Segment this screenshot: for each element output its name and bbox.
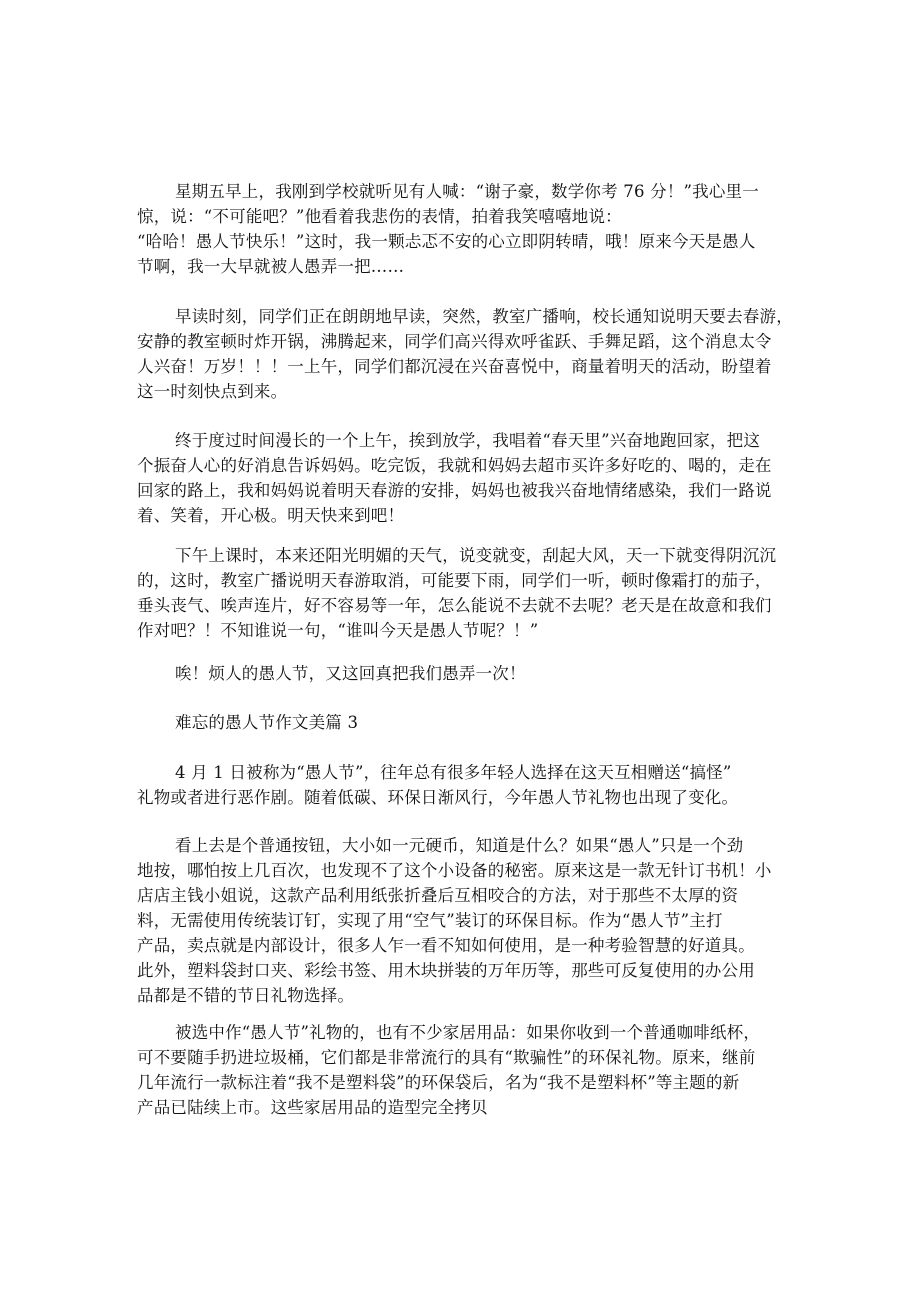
text-line: 4 月 1 日被称为“愚人节”，往年总有很多年轻人选择在这天互相赠送“搞怪” [175,763,732,782]
paragraph-4 [137,543,787,643]
text-line: 早读时刻，同学们正在朗朗地早读，突然，教室广播响，校长通知说明天要去春游， [175,307,793,326]
text-line: 被选中作“愚人节”礼物的，也有不少家居用品：如果你收到一个普通咖啡纸杯， [175,1023,761,1042]
paragraph-2 [137,304,793,404]
text-line: 此外，塑料袋封口夹、彩绘书签、用木块拼装的万年历等，那些可反复使用的办公用 [137,961,755,980]
text-line: 店店主钱小姐说，这款产品利用纸张折叠后互相咬合的方法，对于那些不太厚的资 [137,886,739,905]
paragraph-6 [137,760,787,810]
text-line: 终于度过时间漫长的一个上午，挨到放学，我唱着“春天里”兴奋地跑回家，把这 [175,431,761,450]
text-line: 可不要随手扔进垃圾桶，它们都是非常流行的具有“欺骗性”的环保礼物。原来，继前 [137,1048,756,1067]
text-line: 产品，卖点就是内部设计，很多人乍一看不知如何使用，是一种考验智慧的好道具。 [137,936,755,955]
text-line: 唉！烦人的愚人节，又这回真把我们愚弄一次！ [175,664,526,683]
text-line: 产品已陆续上市。这些家居用品的造型完全拷贝 [137,1098,488,1117]
text-line: 下午上课时，本来还阳光明媚的天气，说变就变，刮起大风，天一下就变得阴沉沉 [175,546,777,565]
text-line: 人兴奋！万岁！！！一上午，同学们都沉浸在兴奋喜悦中，商量着明天的活动，盼望着 [137,357,772,376]
paragraph-3 [137,428,787,528]
paragraph-8 [137,1020,787,1120]
heading-line: 难忘的愚人节作文美篇 3 [175,713,359,732]
text-line: 节啊，我一大早就被人愚弄一把…… [137,257,405,276]
text-line: 这一时刻快点到来。 [137,382,288,401]
text-line: 品都是不错的节日礼物选择。 [137,986,355,1005]
text-line: 回家的路上，我和妈妈说着明天春游的安排，妈妈也被我兴奋地情绪感染，我们一路说 [137,481,772,500]
text-line: 的，这时，教室广播说明天春游取消，可能要下雨，同学们一听，顿时像霜打的茄子， [137,571,772,590]
text-line: “哈哈！愚人节快乐！”这时，我一颗忐忑不安的心立即阴转晴，哦！原来今天是愚人 [137,232,756,251]
text-line: 地按，哪怕按上几百次，也发现不了这个小设备的秘密。原来这是一款无针订书机！小 [137,861,772,880]
text-line: 惊，说：“不可能吧？”他看着我悲伤的表情，拍着我笑嘻嘻地说： [137,207,622,226]
text-line: 作对吧？！不知谁说一句，“谁叫今天是愚人节呢？！” [137,621,539,640]
text-line: 安静的教室顿时炸开锅，沸腾起来，同学们高兴得欢呼雀跃、手舞足蹈，这个消息太令 [137,332,772,351]
text-line: 垂头丧气、唉声连片，好不容易等一年，怎么能说不去就不去呢？老天是在故意和我们 [137,596,772,615]
text-line: 星期五早上，我刚到学校就听见有人喊：“谢子豪，数学你考 76 分！”我心里一 [175,182,759,201]
text-line: 礼物或者进行恶作剧。随着低碳、环保日渐风行，今年愚人节礼物也出现了变化。 [137,788,739,807]
paragraph-1 [137,179,787,279]
paragraph-5 [137,661,787,686]
text-line: 料，无需使用传统装订钉，实现了用“空气”装订的环保目标。作为“愚人节”主打 [137,911,723,930]
text-line: 几年流行一款标注着“我不是塑料袋”的环保袋后，名为“我不是塑料杯”等主题的新 [137,1073,740,1092]
section-heading [137,710,787,735]
text-line: 着、笑着，开心极。明天快来到吧！ [137,506,405,525]
text-line: 看上去是个普通按钮，大小如一元硬币，知道是什么？如果“愚人”只是一个劲 [175,836,744,855]
text-line: 个振奋人心的好消息告诉妈妈。吃完饭，我就和妈妈去超市买许多好吃的、喝的，走在 [137,456,772,475]
paragraph-7 [137,833,787,1008]
